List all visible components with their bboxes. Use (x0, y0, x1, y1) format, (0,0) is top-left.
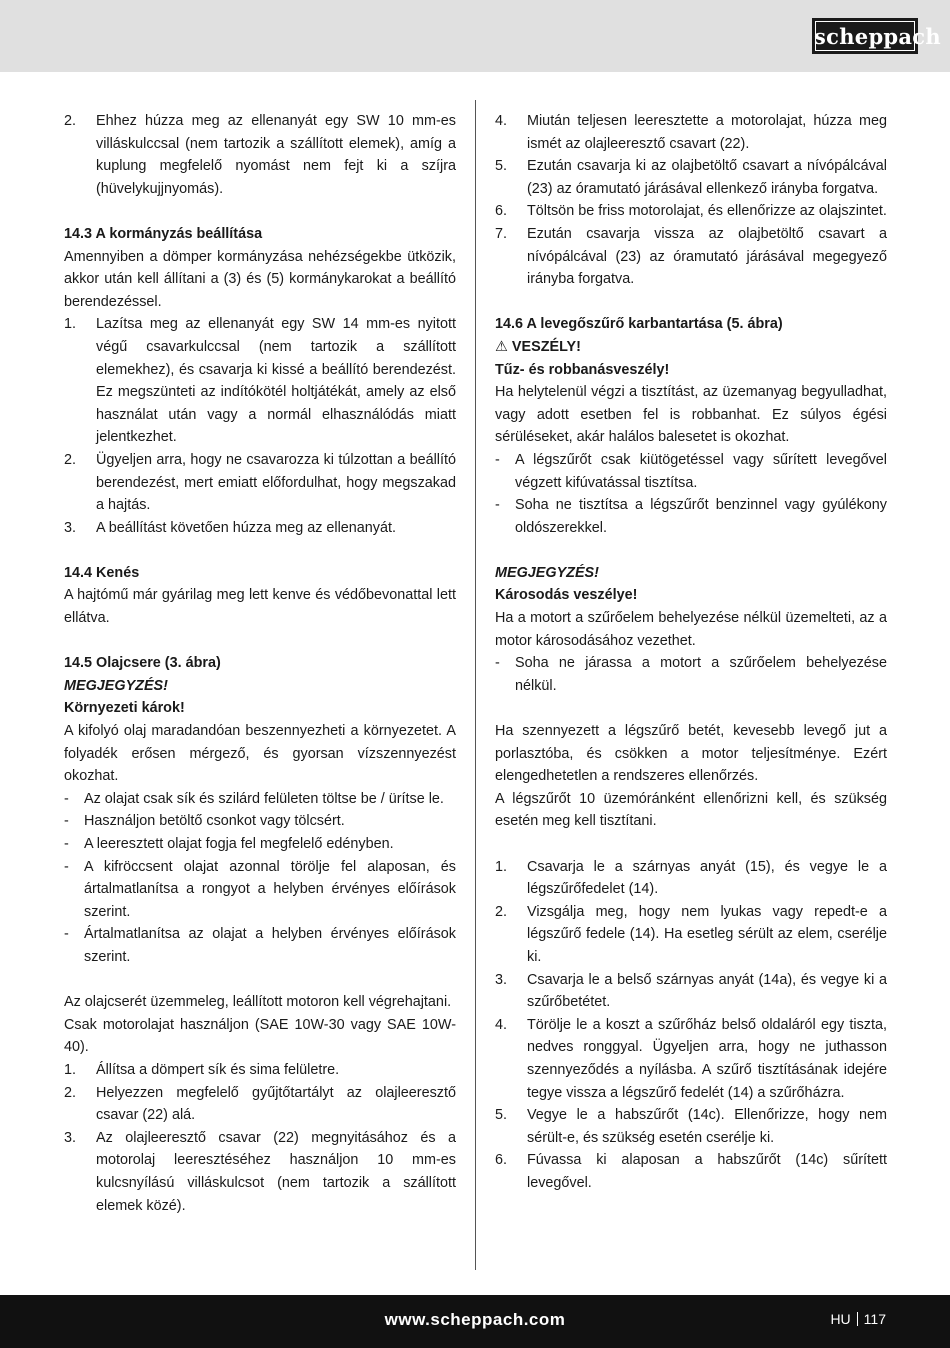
bullet-text: A légszűrőt csak kiütögetéssel vagy sűrített levegővel végzett kifúvatással tisztítsa. (515, 451, 887, 491)
list-item (495, 110, 887, 155)
list-text: Állítsa a dömpert sík és sima felületre. (96, 1061, 340, 1078)
bullet-text: Használjon betöltő csonkot vagy tölcsért. (84, 813, 345, 830)
column-divider (475, 100, 476, 1270)
header-band (0, 0, 950, 72)
note-subheading: Károsodás veszélye! (495, 587, 638, 604)
note-label: MEGJEGYZÉS! (64, 677, 168, 694)
danger-line (495, 336, 887, 359)
list-text: A beállítást követően húzza meg az ellenanyát. (96, 519, 396, 536)
list-text: Csavarja le a belső szárnyas anyát (14a), és vegye ki a szűrőbetétet. (527, 971, 887, 1011)
list-text: Fúvassa ki alaposan a habszűrőt (14c) sűrített levegővel. (527, 1152, 887, 1191)
bullet-item: - Ártalmatlanítsa az olajat a helyben érvényes előírások szerint. (64, 926, 456, 965)
list-text: Vegye le a habszűrőt (14c). Ellenőrizze, hogy nem sérült-e, és szükség esetén cserélje ki. (527, 1107, 887, 1146)
list-number: 1. (64, 1061, 77, 1078)
paragraph: Ha helytelenül végzi a tisztítást, az üzemanyag begyulladhat, vagy adott esetben fel is robbanhat. Ez súlyos égési sérüléseket, akár halálos balesetet is okozhat. (495, 384, 887, 446)
list-number: 3. (495, 971, 508, 988)
paragraph: Az olajcserét üzemmeleg, leállított motoron kell végrehajtani. (64, 994, 452, 1011)
list-number: 5. (495, 158, 508, 175)
list-number: 5. (495, 1107, 508, 1124)
list-number: 2. (64, 451, 77, 468)
paragraph: Amennyiben a dömper kormányzása nehézségekbe ütközik, akkor után kell állítani a (3) és (5) kormánykarokat a beállító berendezéssel. (64, 248, 456, 310)
list-text: Töltsön be friss motorolajat, és ellenőrizze az olajszintet. (527, 203, 887, 220)
paragraph: A hajtómű már gyárilag meg lett kenve és védőbevonattal lett ellátva. (64, 587, 456, 627)
note-subheading: Környezeti károk! (64, 700, 185, 717)
note-label: MEGJEGYZÉS! (495, 564, 599, 581)
section-heading-14-6: 14.6 A levegőszűrő karbantartása (5. ábra) (495, 316, 783, 333)
list-number: 1. (64, 316, 77, 333)
list-number: 2. (64, 113, 77, 129)
list-text: Csavarja le a szárnyas anyát (15), és vegye le a légszűrőfedelet (14). (527, 858, 887, 898)
list-item (64, 1059, 456, 1082)
bullet-item: - Soha ne tisztítsa a légszűrőt benzinnel vagy gyúlékony oldószerekkel. (495, 497, 887, 536)
page-number: 117 (863, 1311, 886, 1327)
warning-triangle-icon: ⚠ (495, 338, 508, 355)
website-link[interactable]: www.scheppach.com (384, 1310, 566, 1329)
list-item (495, 856, 887, 901)
bullet-text: A leeresztett olajat fogja fel megfelelő edényben. (84, 836, 394, 852)
list-number: 6. (495, 1152, 508, 1169)
list-item (495, 155, 887, 200)
bullet-item: - Az olajat csak sík és szilárd felületen töltse be / ürítse le. (64, 790, 444, 807)
right-column (495, 110, 887, 1195)
bullet-text: A kifröccsent olajat azonnal törölje fel alaposan, és ártalmatlanítsa a rongyot a helyben érvényes előírások szerint. (84, 858, 456, 920)
bullet-item: - Soha ne járassa a motort a szűrőelem behelyezése nélkül. (495, 655, 887, 694)
bullet-item: - A leeresztett olajat fogja fel megfelelő edényben. (64, 836, 394, 852)
list-item (495, 901, 887, 969)
list-item (64, 1127, 456, 1217)
list-text: Ezután csavarja ki az olajbetöltő csavart a nívópálcával (23) az óramutató járásával ellenkező irányba forgatva. (527, 158, 887, 197)
language-code: HU (830, 1311, 851, 1327)
paragraph: A légszűrőt 10 üzemóránként ellenőrizni kell, és szükség esetén meg kell tisztítani. (495, 790, 887, 830)
danger-subheading: Tűz- és robbanásveszély! (495, 361, 670, 378)
list-number: 4. (495, 1016, 508, 1033)
left-column (64, 110, 456, 1217)
list-text: Ezután csavarja vissza az olajbetöltő csavart a nívópálcával (23) az óramutató járásával megegyező irányba forgatva. (527, 225, 887, 288)
list-item (495, 1149, 887, 1194)
bullet-text: Az olajat csak sík és szilárd felületen töltse be / ürítse le. (84, 790, 444, 807)
list-number: 4. (495, 113, 508, 129)
list-item (64, 449, 456, 517)
list-number: 2. (64, 1084, 77, 1101)
list-number: 3. (64, 1129, 77, 1146)
list-number: 1. (495, 858, 508, 875)
paragraph: Csak motorolajat használjon (SAE 10W-30 vagy SAE 10W-40). (64, 1016, 456, 1056)
list-number: 7. (495, 225, 508, 242)
paragraph: Ha szennyezett a légszűrő betét, kevesebb levegő jut a porlasztóba, és csökken a motor teljesítménye. Ezért elengedhetetlen a rendszeres ellenőrzés. (495, 723, 887, 785)
list-text: Lazítsa meg az ellenanyát egy SW 14 mm-es nyitott végű csavarkulccsal (nem tartozik a szállított elemekhez), és csavarja ki kissé a beállító berendezést. Ez megszünteti az indítókötél holtjátékát, amely az első használat után vagy a normál elhasználódás miatt jelentkezhet. (96, 316, 456, 446)
list-text: Vizsgálja meg, hogy nem lyukas vagy repedt-e a légszűrő fedele (14). Ha esetleg sérült az elem, cserélje ki. (527, 903, 887, 965)
list-text: Miután teljesen leeresztette a motorolajat, húzza meg ismét az olajleeresztő csavart (22). (527, 113, 887, 152)
list-item (495, 200, 887, 223)
bullet-item: - Használjon betöltő csonkot vagy tölcsért. (64, 813, 345, 830)
page-indicator (830, 1311, 886, 1327)
danger-label: VESZÉLY! (511, 338, 581, 355)
section-heading-14-4: 14.4 Kenés (64, 564, 140, 581)
scheppach-logo: scheppach (812, 18, 918, 54)
paragraph: Ha a motort a szűrőelem behelyezése nélkül üzemelteti, az a motor károsodásához vezethet. (495, 610, 887, 649)
list-item (64, 517, 456, 540)
list-text: Helyezzen megfelelő gyűjtőtartályt az olajleeresztő csavar (22) alá. (96, 1084, 456, 1124)
footer-bar (0, 1295, 950, 1348)
paragraph: A kifolyó olaj maradandóan beszennyezheti a környezetet. A folyadék erősen mérgező, és gyorsan vízszennyezést okozhat. (64, 723, 456, 785)
bullet-item: - A légszűrőt csak kiütögetéssel vagy sűrített levegővel végzett kifúvatással tisztítsa. (495, 451, 887, 491)
list-number: 3. (64, 519, 77, 536)
list-item (495, 1014, 887, 1104)
section-heading-14-5: 14.5 Olajcsere (3. ábra) (64, 655, 221, 672)
bullet-text: Soha ne tisztítsa a légszűrőt benzinnel vagy gyúlékony oldószerekkel. (515, 497, 887, 536)
list-item (64, 110, 456, 200)
list-number: 6. (495, 203, 508, 220)
list-item (495, 223, 887, 291)
list-item (64, 1082, 456, 1127)
list-item (64, 313, 456, 449)
list-text: Ehhez húzza meg az ellenanyát egy SW 10 mm-es villáskulccsal (nem tartozik a szállított elemek), amíg a kuplung megfelelő nyomást nem fejt ki a szíjra (hüvelykujjnyomás). (96, 113, 456, 197)
separator (857, 1312, 858, 1326)
list-item (495, 1104, 887, 1149)
list-item (495, 969, 887, 1014)
bullet-item: - A kifröccsent olajat azonnal törölje fel alaposan, és ártalmatlanítsa a rongyot a helyben érvényes előírások szerint. (64, 858, 456, 920)
bullet-text: Soha ne járassa a motort a szűrőelem behelyezése nélkül. (515, 655, 887, 694)
list-text: Ügyeljen arra, hogy ne csavarozza ki túlzottan a beállító berendezést, mert emiatt előfordulhat, hogy megszakad a hajtás. (96, 451, 456, 514)
bullet-text: Ártalmatlanítsa az olajat a helyben érvényes előírások szerint. (84, 926, 456, 965)
list-number: 2. (495, 903, 508, 920)
list-text: Törölje le a koszt a szűrőház belső oldaláról egy tiszta, nedves ronggyal. Ügyeljen arra, hogy ne juthasson szennyeződés a nyílásba. A szűrő tisztításának idejére tegye vissza a légszűrő fedelét (14) a szűrőházra. (527, 1016, 887, 1101)
section-heading-14-3: 14.3 A kormányzás beállítása (64, 225, 263, 242)
list-text: Az olajleeresztő csavar (22) megnyitásához és a motorolaj leeresztéséhez használjon 10 mm-es kulcsnyílású villáskulcsot (nem tartozik a szállított elemek közé). (96, 1129, 456, 1214)
